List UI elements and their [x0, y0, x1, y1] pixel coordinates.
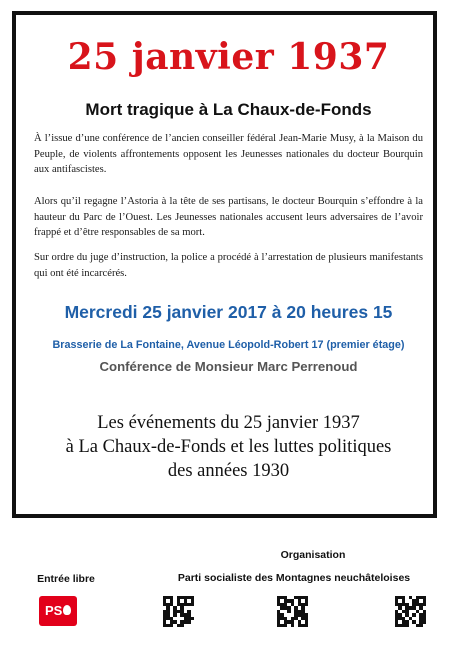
- event-venue: Brasserie de La Fontaine, Avenue Léopold-Robert 17 (premier étage): [52, 339, 405, 351]
- poster-subtitle: Mort tragique à La Chaux-de-Fonds: [85, 100, 372, 119]
- event-date: Mercredi 25 janvier 2017 à 20 heures 15: [64, 302, 393, 322]
- event-speaker: Conférence de Monsieur Marc Perrenoud: [99, 359, 358, 374]
- rose-icon: [63, 605, 71, 615]
- paragraph-conference: À l’issue d’une conférence de l’ancien conseiller fédéral Jean-Marie Musy, à la Maison du Peuple, de violents affrontements opposent les Jeunesses nationales du docteur Bourquin aux antifascistes.: [34, 133, 423, 176]
- ps-logo-text: PS: [45, 603, 63, 618]
- poster-date-title: 25 janvier 1937: [67, 36, 390, 78]
- talk-title-line-3: des années 1930: [167, 461, 290, 481]
- qr-code-icon[interactable]: [277, 596, 308, 627]
- entry-free-label: Entrée libre: [37, 573, 95, 585]
- paragraph-bourquin: Alors qu’il regagne l’Astoria à la tête de ses partisans, le docteur Bourquin s’effondre à la hauteur du Parc de l’Ouest. Les Jeunesses nationales accusent leurs adversaires de l’avoir frappé et d’être responsables de sa mort.: [34, 196, 423, 239]
- qr-code-icon[interactable]: [163, 596, 194, 627]
- organisation-label: Organisation: [280, 549, 346, 561]
- talk-title: [0, 411, 457, 483]
- talk-title-line-1: Les événements du 25 janvier 1937: [97, 413, 360, 433]
- organisation-name: Parti socialiste des Montagnes neuchâteloises: [177, 572, 411, 584]
- ps-logo: [39, 596, 77, 626]
- talk-title-line-2: à La Chaux-de-Fonds et les luttes politiques: [65, 437, 392, 457]
- paragraph-arrests: Sur ordre du juge d’instruction, la police a procédé à l’arrestation de plusieurs manifestants qui ont été incarcérés.: [34, 252, 423, 279]
- qr-code-icon[interactable]: [395, 596, 426, 627]
